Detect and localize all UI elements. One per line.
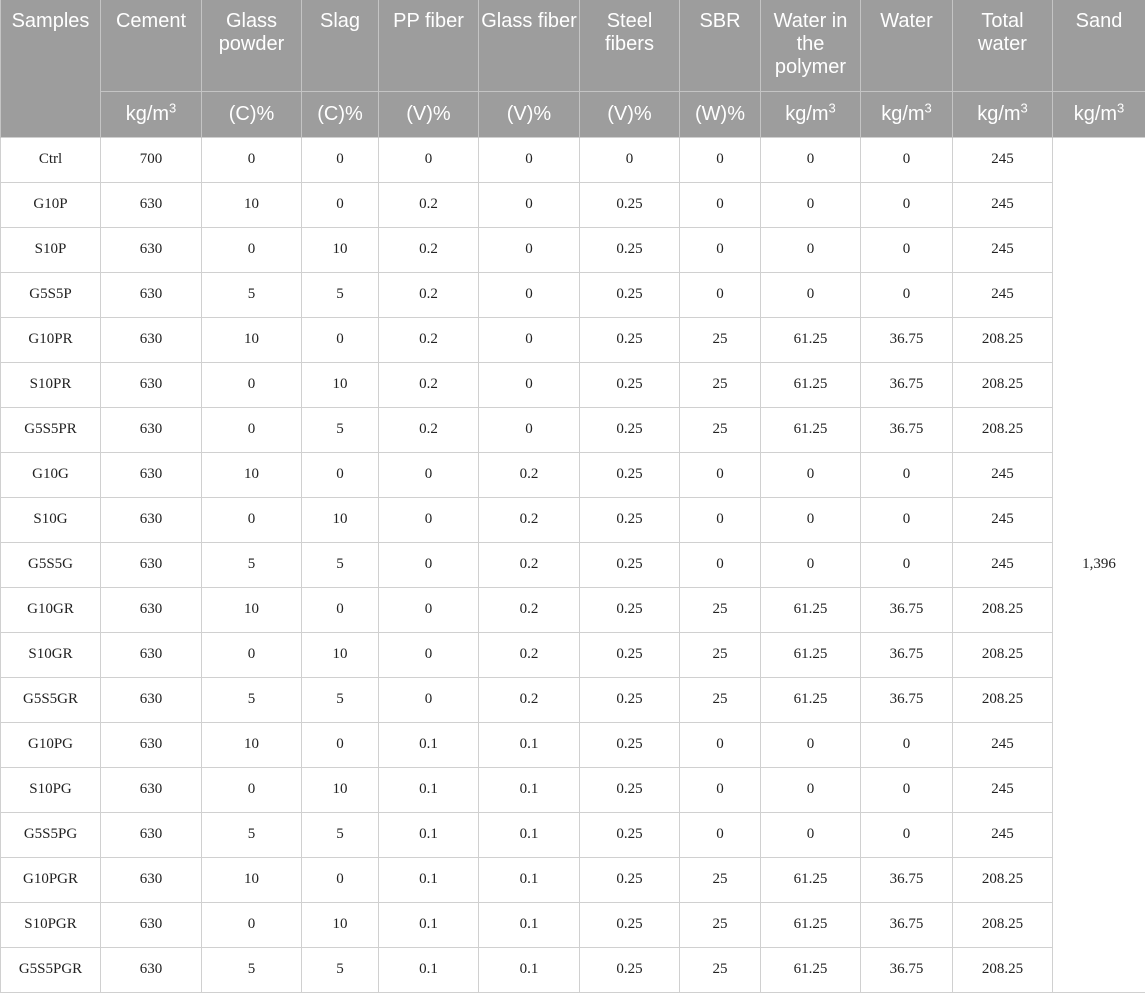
cell-water: 0 (861, 452, 953, 497)
cell-sample: G5S5GR (1, 677, 101, 722)
cell-water-polymer: 0 (761, 497, 861, 542)
cell-slag: 10 (302, 227, 379, 272)
cell-slag: 10 (302, 362, 379, 407)
table-row (1, 722, 1145, 767)
unit-slag: (C)% (302, 91, 379, 137)
cell-sample: S10GR (1, 632, 101, 677)
cell-cement: 630 (101, 362, 202, 407)
cell-water: 36.75 (861, 632, 953, 677)
cell-slag: 5 (302, 272, 379, 317)
cell-glass-fiber: 0 (479, 362, 580, 407)
cell-steel-fibers: 0.25 (580, 857, 680, 902)
cell-total-water: 208.25 (953, 947, 1053, 992)
header-water: Water (861, 0, 953, 91)
units-row (1, 91, 1145, 137)
table-row (1, 407, 1145, 452)
cell-sample: S10PR (1, 362, 101, 407)
header-sand: Sand (1053, 0, 1145, 91)
cell-sample: G5S5P (1, 272, 101, 317)
cell-slag: 5 (302, 947, 379, 992)
cell-cement: 630 (101, 587, 202, 632)
cell-pp-fiber: 0.2 (379, 317, 479, 362)
cell-water-polymer: 0 (761, 452, 861, 497)
cell-glass-powder: 10 (202, 722, 302, 767)
cell-water-polymer: 61.25 (761, 947, 861, 992)
cell-cement: 630 (101, 722, 202, 767)
cell-sample: G5S5PR (1, 407, 101, 452)
cell-total-water: 245 (953, 722, 1053, 767)
cell-cement: 630 (101, 812, 202, 857)
cell-total-water: 208.25 (953, 902, 1053, 947)
cell-pp-fiber: 0 (379, 137, 479, 182)
cell-water: 0 (861, 812, 953, 857)
table-row (1, 497, 1145, 542)
cell-steel-fibers: 0.25 (580, 227, 680, 272)
cell-sample: G10PR (1, 317, 101, 362)
cell-glass-powder: 0 (202, 767, 302, 812)
header-sbr: SBR (680, 0, 761, 91)
cell-cement: 630 (101, 767, 202, 812)
cell-steel-fibers: 0.25 (580, 497, 680, 542)
unit-water-polymer: $kg/m^3$ (761, 91, 861, 137)
cell-slag: 10 (302, 632, 379, 677)
cell-slag: 0 (302, 317, 379, 362)
cell-sbr: 0 (680, 452, 761, 497)
cell-pp-fiber: 0 (379, 632, 479, 677)
cell-water: 36.75 (861, 677, 953, 722)
cell-sand: 1,396 (1053, 137, 1145, 992)
cell-water: 0 (861, 137, 953, 182)
unit-glass-powder: (C)% (202, 91, 302, 137)
cell-water-polymer: 0 (761, 272, 861, 317)
cell-total-water: 208.25 (953, 362, 1053, 407)
cell-glass-powder: 10 (202, 182, 302, 227)
cell-glass-powder: 5 (202, 542, 302, 587)
cell-water: 36.75 (861, 317, 953, 362)
unit-pp-fiber: (V)% (379, 91, 479, 137)
cell-glass-fiber: 0.1 (479, 722, 580, 767)
cell-water: 0 (861, 542, 953, 587)
cell-sample: G5S5PG (1, 812, 101, 857)
cell-water-polymer: 0 (761, 812, 861, 857)
cell-water-polymer: 0 (761, 227, 861, 272)
cell-slag: 0 (302, 857, 379, 902)
cell-sbr: 0 (680, 272, 761, 317)
cell-glass-fiber: 0 (479, 227, 580, 272)
cell-glass-fiber: 0 (479, 407, 580, 452)
table-row (1, 227, 1145, 272)
table-row (1, 587, 1145, 632)
cell-pp-fiber: 0 (379, 497, 479, 542)
cell-glass-powder: 5 (202, 812, 302, 857)
unit-sbr: (W)% (680, 91, 761, 137)
cell-slag: 0 (302, 587, 379, 632)
unit-steel-fibers: (V)% (580, 91, 680, 137)
cell-cement: 700 (101, 137, 202, 182)
header-slag: Slag (302, 0, 379, 91)
cell-water-polymer: 0 (761, 767, 861, 812)
cell-slag: 10 (302, 902, 379, 947)
cell-glass-powder: 10 (202, 317, 302, 362)
cell-slag: 0 (302, 137, 379, 182)
header-row (1, 0, 1145, 91)
cell-sbr: 25 (680, 317, 761, 362)
cell-total-water: 245 (953, 272, 1053, 317)
cell-pp-fiber: 0 (379, 677, 479, 722)
header-pp-fiber: PP fiber (379, 0, 479, 91)
table-row (1, 812, 1145, 857)
cell-water-polymer: 0 (761, 137, 861, 182)
cell-sbr: 0 (680, 137, 761, 182)
header-glass-fiber: Glass fiber (479, 0, 580, 91)
table-row (1, 902, 1145, 947)
cell-cement: 630 (101, 497, 202, 542)
cell-glass-powder: 0 (202, 632, 302, 677)
cell-pp-fiber: 0 (379, 542, 479, 587)
header-samples: Samples (1, 0, 101, 137)
cell-glass-powder: 0 (202, 362, 302, 407)
cell-water: 0 (861, 227, 953, 272)
cell-total-water: 245 (953, 452, 1053, 497)
cell-slag: 5 (302, 542, 379, 587)
cell-water-polymer: 61.25 (761, 677, 861, 722)
cell-glass-fiber: 0 (479, 137, 580, 182)
cell-sbr: 25 (680, 902, 761, 947)
cell-water: 36.75 (861, 407, 953, 452)
cell-water-polymer: 61.25 (761, 587, 861, 632)
cell-water-polymer: 61.25 (761, 317, 861, 362)
cell-glass-fiber: 0.2 (479, 497, 580, 542)
cell-water: 36.75 (861, 587, 953, 632)
cell-water-polymer: 61.25 (761, 362, 861, 407)
cell-water-polymer: 0 (761, 722, 861, 767)
cell-pp-fiber: 0.1 (379, 767, 479, 812)
cell-glass-fiber: 0.1 (479, 947, 580, 992)
cell-glass-fiber: 0.2 (479, 452, 580, 497)
cell-glass-fiber: 0.1 (479, 902, 580, 947)
cell-cement: 630 (101, 902, 202, 947)
header-glass-powder: Glass powder (202, 0, 302, 91)
cell-total-water: 245 (953, 542, 1053, 587)
cell-glass-fiber: 0 (479, 317, 580, 362)
cell-cement: 630 (101, 182, 202, 227)
cell-pp-fiber: 0 (379, 587, 479, 632)
cell-sbr: 25 (680, 362, 761, 407)
cell-pp-fiber: 0.2 (379, 227, 479, 272)
cell-steel-fibers: 0.25 (580, 677, 680, 722)
cell-glass-powder: 0 (202, 137, 302, 182)
cell-sbr: 0 (680, 812, 761, 857)
table-row (1, 632, 1145, 677)
cell-slag: 5 (302, 812, 379, 857)
cell-pp-fiber: 0.1 (379, 722, 479, 767)
cell-cement: 630 (101, 452, 202, 497)
cell-glass-fiber: 0.1 (479, 812, 580, 857)
cell-sbr: 0 (680, 182, 761, 227)
unit-sand: $kg/m^3$ (1053, 91, 1145, 137)
cell-glass-fiber: 0.2 (479, 677, 580, 722)
unit-glass-fiber: (V)% (479, 91, 580, 137)
cell-sbr: 25 (680, 677, 761, 722)
cell-water: 0 (861, 182, 953, 227)
cell-cement: 630 (101, 407, 202, 452)
cell-slag: 5 (302, 677, 379, 722)
cell-steel-fibers: 0.25 (580, 542, 680, 587)
cell-water: 0 (861, 497, 953, 542)
cell-steel-fibers: 0.25 (580, 812, 680, 857)
cell-glass-powder: 0 (202, 407, 302, 452)
cell-sbr: 0 (680, 722, 761, 767)
cell-glass-powder: 0 (202, 902, 302, 947)
cell-cement: 630 (101, 272, 202, 317)
cell-cement: 630 (101, 227, 202, 272)
cell-pp-fiber: 0.1 (379, 947, 479, 992)
cell-glass-fiber: 0 (479, 182, 580, 227)
cell-glass-fiber: 0.2 (479, 587, 580, 632)
cell-total-water: 208.25 (953, 857, 1053, 902)
cell-total-water: 245 (953, 137, 1053, 182)
cell-cement: 630 (101, 947, 202, 992)
cell-water: 36.75 (861, 362, 953, 407)
cell-pp-fiber: 0 (379, 452, 479, 497)
table-row (1, 272, 1145, 317)
cell-sbr: 25 (680, 407, 761, 452)
cell-slag: 0 (302, 722, 379, 767)
cell-cement: 630 (101, 632, 202, 677)
cell-pp-fiber: 0.1 (379, 812, 479, 857)
cell-steel-fibers: 0.25 (580, 947, 680, 992)
cell-total-water: 208.25 (953, 317, 1053, 362)
cell-water: 36.75 (861, 902, 953, 947)
cell-sbr: 25 (680, 857, 761, 902)
cell-total-water: 208.25 (953, 632, 1053, 677)
cell-water-polymer: 61.25 (761, 902, 861, 947)
cell-pp-fiber: 0.2 (379, 272, 479, 317)
table-row (1, 182, 1145, 227)
cell-glass-powder: 10 (202, 857, 302, 902)
cell-glass-fiber: 0.2 (479, 542, 580, 587)
cell-steel-fibers: 0.25 (580, 767, 680, 812)
table-row (1, 137, 1145, 182)
cell-sbr: 25 (680, 587, 761, 632)
cell-slag: 0 (302, 452, 379, 497)
cell-steel-fibers: 0.25 (580, 722, 680, 767)
cell-slag: 10 (302, 497, 379, 542)
cell-sbr: 0 (680, 497, 761, 542)
cell-cement: 630 (101, 677, 202, 722)
unit-total-water: $kg/m^3$ (953, 91, 1053, 137)
cell-steel-fibers: 0.25 (580, 362, 680, 407)
cell-glass-powder: 5 (202, 272, 302, 317)
header-water-polymer: Water in the polymer (761, 0, 861, 91)
cell-steel-fibers: 0.25 (580, 632, 680, 677)
table-row (1, 947, 1145, 992)
cell-cement: 630 (101, 542, 202, 587)
cell-glass-fiber: 0 (479, 272, 580, 317)
cell-sample: G10G (1, 452, 101, 497)
cell-water: 0 (861, 722, 953, 767)
cell-water: 36.75 (861, 857, 953, 902)
cell-sample: G10PG (1, 722, 101, 767)
cell-steel-fibers: 0.25 (580, 182, 680, 227)
cell-water-polymer: 61.25 (761, 857, 861, 902)
cell-glass-powder: 10 (202, 452, 302, 497)
unit-cement: $kg/m^3$ (101, 91, 202, 137)
cell-pp-fiber: 0.2 (379, 407, 479, 452)
table-row (1, 542, 1145, 587)
cell-total-water: 245 (953, 497, 1053, 542)
cell-pp-fiber: 0.1 (379, 857, 479, 902)
cell-slag: 10 (302, 767, 379, 812)
cell-water: 0 (861, 767, 953, 812)
table-row (1, 452, 1145, 497)
cell-sbr: 0 (680, 767, 761, 812)
cell-water-polymer: 0 (761, 182, 861, 227)
cell-steel-fibers: 0.25 (580, 902, 680, 947)
cell-total-water: 245 (953, 767, 1053, 812)
cell-sample: G5S5PGR (1, 947, 101, 992)
cell-pp-fiber: 0.2 (379, 362, 479, 407)
cell-cement: 630 (101, 317, 202, 362)
cell-slag: 0 (302, 182, 379, 227)
cell-water-polymer: 61.25 (761, 632, 861, 677)
cell-sample: S10P (1, 227, 101, 272)
cell-total-water: 245 (953, 182, 1053, 227)
cell-steel-fibers: 0.25 (580, 407, 680, 452)
cell-glass-powder: 5 (202, 947, 302, 992)
cell-glass-powder: 0 (202, 227, 302, 272)
cell-total-water: 208.25 (953, 587, 1053, 632)
header-total-water: Total water (953, 0, 1053, 91)
cell-sample: Ctrl (1, 137, 101, 182)
cell-sbr: 25 (680, 947, 761, 992)
cell-steel-fibers: 0.25 (580, 587, 680, 632)
cell-sample: S10PG (1, 767, 101, 812)
cell-sample: G5S5G (1, 542, 101, 587)
cell-sbr: 25 (680, 632, 761, 677)
cell-glass-fiber: 0.1 (479, 857, 580, 902)
cell-steel-fibers: 0.25 (580, 317, 680, 362)
cell-glass-fiber: 0.2 (479, 632, 580, 677)
cell-water-polymer: 0 (761, 542, 861, 587)
table-row (1, 362, 1145, 407)
cell-sample: S10PGR (1, 902, 101, 947)
cell-glass-powder: 5 (202, 677, 302, 722)
cell-total-water: 208.25 (953, 677, 1053, 722)
cell-total-water: 208.25 (953, 407, 1053, 452)
cell-steel-fibers: 0.25 (580, 272, 680, 317)
cell-glass-fiber: 0.1 (479, 767, 580, 812)
cell-sample: G10PGR (1, 857, 101, 902)
header-steel-fibers: Steel fibers (580, 0, 680, 91)
cell-slag: 5 (302, 407, 379, 452)
cell-total-water: 245 (953, 227, 1053, 272)
cell-water: 36.75 (861, 947, 953, 992)
cell-sbr: 0 (680, 227, 761, 272)
cell-sample: G10GR (1, 587, 101, 632)
cell-steel-fibers: 0 (580, 137, 680, 182)
header-cement: Cement (101, 0, 202, 91)
cell-sbr: 0 (680, 542, 761, 587)
table-row (1, 767, 1145, 812)
cell-water: 0 (861, 272, 953, 317)
cell-water-polymer: 61.25 (761, 407, 861, 452)
cell-cement: 630 (101, 857, 202, 902)
cell-glass-powder: 10 (202, 587, 302, 632)
cell-total-water: 245 (953, 812, 1053, 857)
table-row (1, 857, 1145, 902)
unit-water: $kg/m^3$ (861, 91, 953, 137)
table-body (1, 137, 1145, 992)
cell-glass-powder: 0 (202, 497, 302, 542)
cell-pp-fiber: 0.1 (379, 902, 479, 947)
cell-pp-fiber: 0.2 (379, 182, 479, 227)
cell-steel-fibers: 0.25 (580, 452, 680, 497)
table-row (1, 677, 1145, 722)
cell-sample: G10P (1, 182, 101, 227)
cell-sample: S10G (1, 497, 101, 542)
table-row (1, 317, 1145, 362)
